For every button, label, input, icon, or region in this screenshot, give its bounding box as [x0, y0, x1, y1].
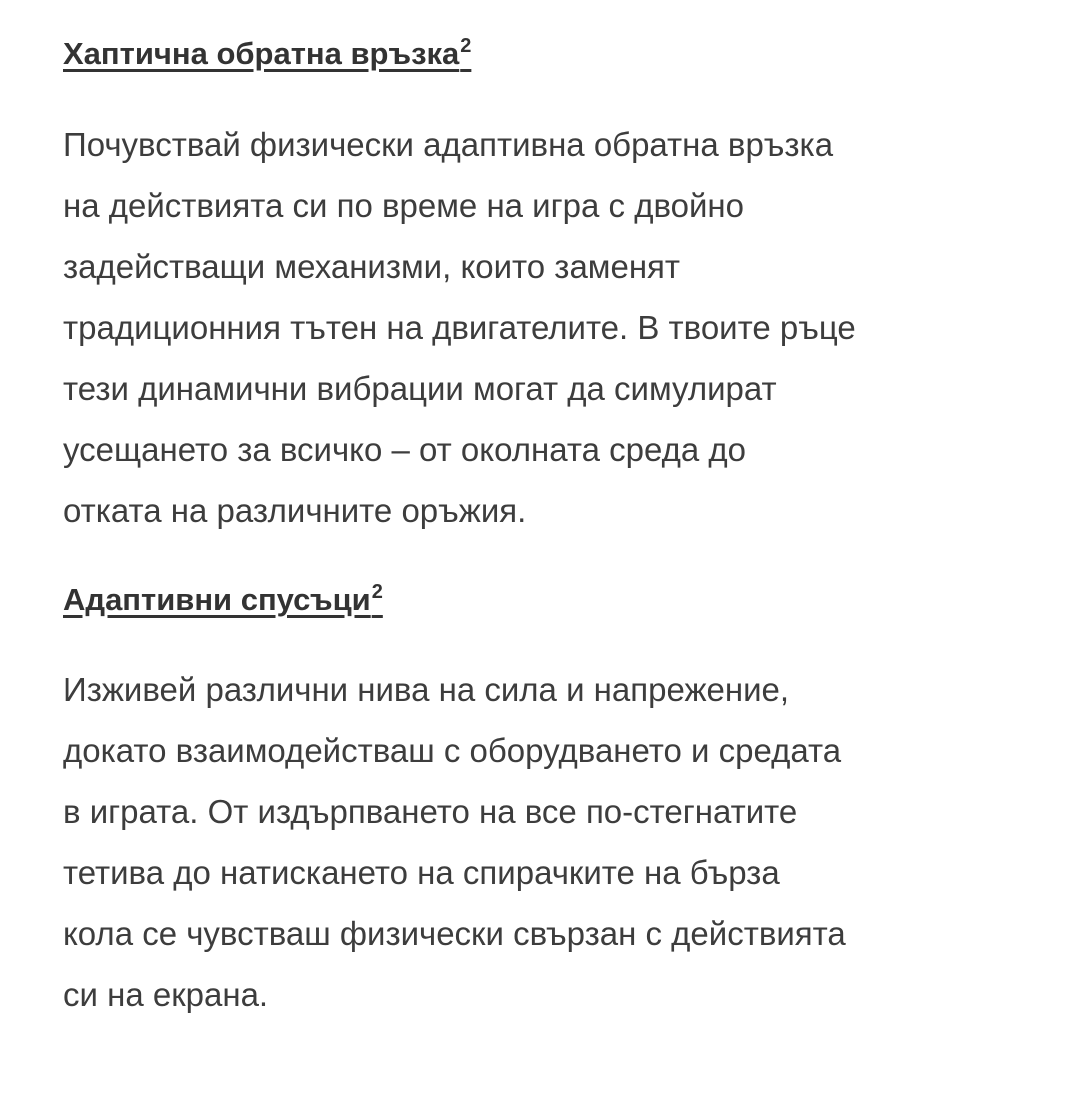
paragraph-line: кола се чувстваш физически свързан с действията: [63, 915, 846, 952]
paragraph-line: традиционния тътен на двигателите. В твоите ръце: [63, 309, 856, 346]
section-title-adaptive-triggers[interactable]: [63, 580, 383, 620]
paragraph-line: докато взаимодействаш с оборудването и средата: [63, 732, 842, 769]
paragraph-line: Изживей различни нива на сила и напрежение,: [63, 671, 790, 708]
paragraph-line: си на екрана.: [63, 976, 269, 1013]
section-title-text: Хаптична обратна връзка: [63, 36, 460, 71]
paragraph-line: Почувствай физически адаптивна обратна връзка: [63, 126, 834, 163]
paragraph-line: на действията си по време на игра с двойно: [63, 187, 744, 224]
paragraph-line: усещането за всичко – от околната среда до: [63, 431, 746, 468]
footnote-marker[interactable]: 2: [460, 35, 472, 57]
section-paragraph-adaptive-triggers: [63, 659, 1023, 1025]
section-paragraph-haptic-feedback: [63, 114, 1023, 541]
paragraph-line: задействащи механизми, които заменят: [63, 248, 681, 285]
footnote-marker[interactable]: 2: [371, 581, 383, 603]
paragraph-line: тези динамични вибрации могат да симулират: [63, 370, 777, 407]
section-title-haptic-feedback[interactable]: [63, 34, 471, 74]
paragraph-line: в играта. От издърпването на все по-стегнатите: [63, 793, 798, 830]
section-title-text: Адаптивни спусъци: [63, 582, 371, 617]
paragraph-line: отката на различните оръжия.: [63, 492, 527, 529]
paragraph-line: тетива до натискането на спирачките на бърза: [63, 854, 780, 891]
